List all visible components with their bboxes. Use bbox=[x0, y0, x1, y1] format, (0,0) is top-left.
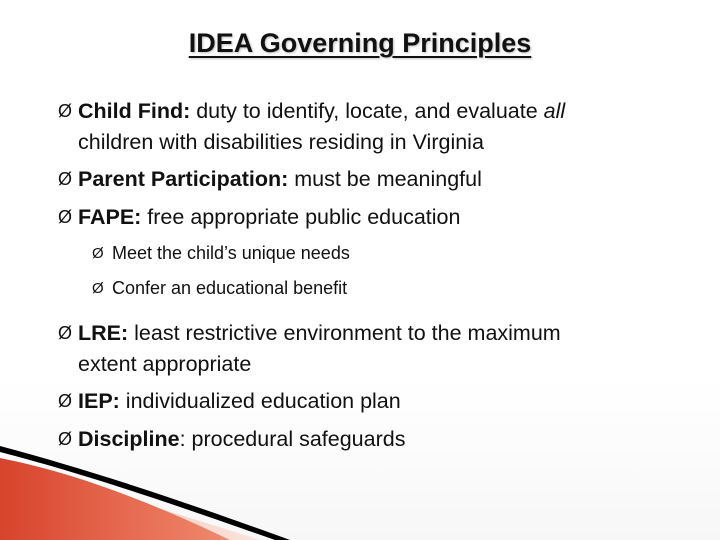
bullet-text: must be meaningful bbox=[288, 167, 482, 191]
bullet-fape bbox=[58, 198, 698, 236]
sub-bullet-unique-needs bbox=[58, 236, 698, 271]
arrow-sub-bullet-icon: Ø bbox=[92, 245, 104, 262]
bullet-text: least restrictive environment to the maximum bbox=[128, 321, 561, 345]
arrow-bullet-icon: Ø bbox=[58, 101, 73, 121]
bullet-term: Discipline bbox=[78, 427, 180, 451]
bullet-emphasis: all bbox=[543, 99, 566, 123]
bullet-term: LRE: bbox=[78, 321, 129, 345]
bullet-term: Child Find: bbox=[78, 99, 191, 123]
bullet-parent-participation bbox=[58, 160, 698, 198]
bullet-text: individualized education plan bbox=[119, 389, 401, 413]
bullet-term: IEP: bbox=[78, 389, 120, 413]
arrow-bullet-icon: Ø bbox=[58, 429, 73, 449]
bullet-term: Parent Participation: bbox=[78, 167, 289, 191]
bullet-discipline bbox=[58, 420, 698, 458]
arrow-bullet-icon: Ø bbox=[58, 169, 73, 189]
bullet-term: FAPE: bbox=[78, 205, 142, 229]
swoosh-red-band bbox=[0, 458, 230, 540]
arrow-sub-bullet-icon: Ø bbox=[92, 280, 104, 297]
bullet-child-find bbox=[58, 92, 698, 158]
bullet-lre bbox=[58, 314, 698, 380]
bullet-iep bbox=[58, 382, 698, 420]
sub-bullet-text: Meet the child’s unique needs bbox=[112, 243, 350, 263]
slide-title: IDEA Governing Principles bbox=[188, 28, 532, 58]
arrow-bullet-icon: Ø bbox=[58, 323, 73, 343]
bullet-continuation: extent appropriate bbox=[78, 352, 252, 376]
arrow-bullet-icon: Ø bbox=[58, 391, 73, 411]
bullet-text: duty to identify, locate, and evaluate bbox=[190, 99, 544, 123]
bullet-continuation: children with disabilities residing in Virginia bbox=[78, 130, 484, 154]
bullet-text: free appropriate public education bbox=[141, 205, 461, 229]
sub-bullet-text: Confer an educational benefit bbox=[112, 278, 348, 298]
fape-sub-list bbox=[58, 236, 698, 306]
sub-bullet-educational-benefit bbox=[58, 271, 698, 306]
arrow-bullet-icon: Ø bbox=[58, 207, 73, 227]
bullet-list bbox=[58, 92, 698, 458]
bullet-text: : procedural safeguards bbox=[179, 427, 406, 451]
